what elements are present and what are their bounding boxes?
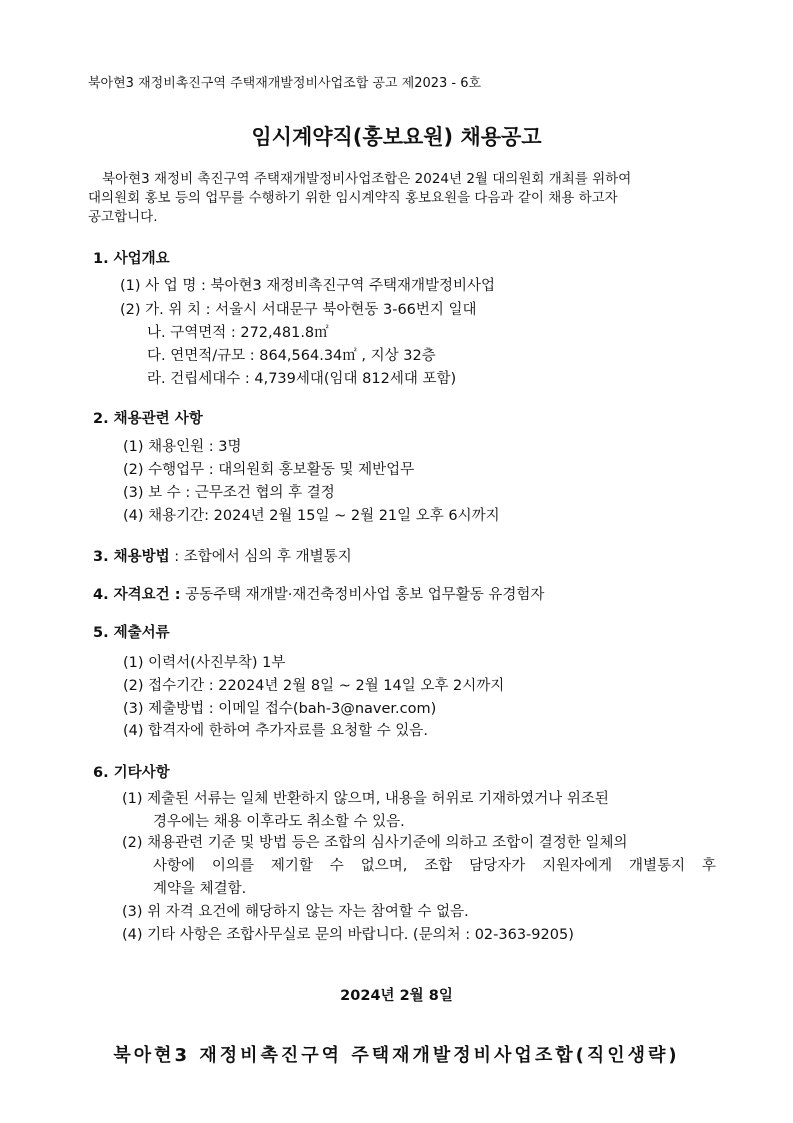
page-title: 임시계약직(홍보요원) 채용공고: [251, 125, 542, 149]
section-heading-other: 6. 기타사항: [93, 765, 170, 781]
list-item: (4) 채용기간: 2024년 2월 15일 ~ 2월 21일 오후 6시까지: [123, 508, 500, 524]
intro-line: 대의원회 홍보 등의 업무를 수행하기 위한 임시계약직 홍보요원을 다음과 같이 채용 하고자: [88, 190, 618, 206]
section-text: 공동주택 재개발·재건축정비사업 홍보 업무활동 유경험자: [180, 587, 545, 603]
section-heading-hiring: 2. 채용관련 사항: [93, 411, 203, 427]
list-item: 나. 구역면적 : 272,481.8㎡: [147, 325, 329, 341]
paragraph-line: (2) 채용관련 기준 및 방법 등은 조합의 심사기준에 의하고 조합이 결정한 일체의: [122, 835, 628, 851]
other-item-2: [122, 832, 716, 901]
list-item: (1) 이력서(사진부착) 1부: [123, 655, 286, 671]
section-hiring-method: [93, 545, 352, 566]
paragraph-line: 계약을 체결함.: [153, 881, 247, 897]
notice-number: 북아현3 재정비촉진구역 주택재개발정비사업조합 공고 제2023 - 6호: [88, 76, 482, 91]
paragraph-line: 경우에는 채용 이후라도 취소할 수 있음.: [153, 814, 405, 830]
intro-line: 공고합니다.: [88, 209, 158, 225]
list-item: (2) 수행업무 : 대의원회 홍보활동 및 제반업무: [123, 462, 415, 478]
list-item: (1) 사 업 명 : 북아현3 재정비촉진구역 주택재개발정비사업: [120, 278, 496, 294]
list-item: (1) 채용인원 : 3명: [123, 439, 242, 455]
paragraph-line: (1) 제출된 서류는 일체 반환하지 않으며, 내용을 허위로 기재하였거나 위조된: [122, 791, 609, 807]
other-item-3: (3) 위 자격 요건에 해당하지 않는 자는 참여할 수 없음.: [122, 904, 469, 920]
list-item: (4) 합격자에 한하여 추가자료를 요청할 수 있음.: [123, 723, 428, 739]
section-heading-method: 3. 채용방법: [93, 549, 170, 565]
list-item: (2) 접수기간 : 22024년 2월 8일 ~ 2월 14일 오후 2시까지: [123, 678, 505, 694]
list-item: (3) 보 수 : 근무조건 협의 후 결정: [123, 485, 335, 501]
association-signature: 북아현3 재정비촉진구역 주택재개발정비사업조합(직인생략): [113, 1045, 680, 1066]
intro-paragraph: [88, 170, 668, 227]
section-heading-qualification: 4. 자격요건 :: [93, 587, 181, 603]
section-qualification: [93, 583, 544, 604]
paragraph-line: 사항에 이의를 제기할 수 없으며, 조합 담당자가 지원자에게 개별통지 후: [153, 858, 716, 874]
intro-line: 북아현3 재정비 촉진구역 주택재개발정비사업조합은 2024년 2월 대의원회 개최를 위하여: [102, 171, 632, 187]
notice-date: 2024년 2월 8일: [340, 988, 453, 1004]
list-item: 다. 연면적/규모 : 864,564.34㎡ , 지상 32층: [147, 348, 436, 364]
list-item: (2) 가. 위 치 : 서울시 서대문구 북아현동 3-66번지 일대: [120, 302, 477, 318]
list-item: 라. 건립세대수 : 4,739세대(임대 812세대 포함): [147, 371, 457, 387]
section-heading-documents: 5. 제출서류: [93, 625, 170, 641]
other-item-4: (4) 기타 사항은 조합사무실로 문의 바랍니다. (문의처 : 02-363-9205): [122, 927, 574, 943]
other-item-1: [122, 788, 716, 834]
section-heading-overview: 1. 사업개요: [93, 251, 170, 267]
list-item: (3) 제출방법 : 이메일 접수(bah-3@naver.com): [123, 701, 437, 717]
section-text: : 조합에서 심의 후 개별통지: [169, 549, 352, 565]
